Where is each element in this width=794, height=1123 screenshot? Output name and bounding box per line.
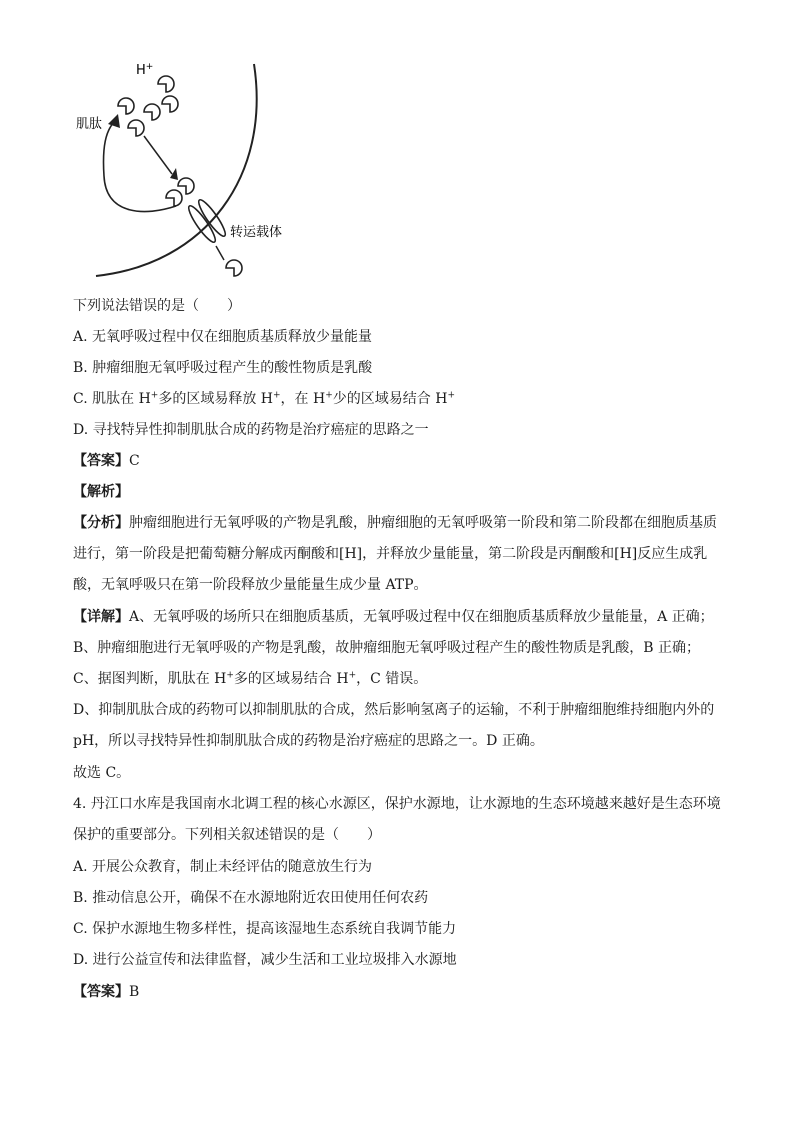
q3-option-b: B. 肿瘤细胞无氧呼吸过程产生的酸性物质是乳酸 bbox=[73, 360, 373, 376]
h-plus-label: H+ bbox=[136, 62, 154, 78]
q3-detail-b: B、肿瘤细胞进行无氧呼吸的产物是乳酸，故肿瘤细胞无氧呼吸过程产生的酸性物质是乳酸，B 正确； bbox=[73, 640, 701, 656]
q4-option-a: A. 开展公众教育，制止未经评估的随意放生行为 bbox=[73, 859, 373, 875]
q3-answer: 【答案】C bbox=[73, 453, 140, 469]
peptide-label: 肌肽 bbox=[76, 117, 103, 132]
q3-option-d: D. 寻找特异性抑制肌肽合成的药物是治疗癌症的思路之一 bbox=[73, 422, 429, 438]
q4-answer: 【答案】B bbox=[73, 984, 140, 1000]
q4-stem: 4. 丹江口水库是我国南水北调工程的核心水源区，保护水源地，让水源地的生态环境越来越好是生态环境保护的重要部分。下列相关叙述错误的是（ ） bbox=[73, 796, 721, 843]
peptide-h-group-middle bbox=[166, 178, 194, 206]
cell-membrane-curve bbox=[96, 64, 257, 276]
q3-detail-d: D、抑制肌肽合成的药物可以抑制肌肽的合成，然后影响氢离子的运输，不利于肿瘤细胞维持细胞内外的 pH，所以寻找特异性抑制肌肽合成的药物是治疗癌症的思路之一。D 正确。 bbox=[73, 702, 715, 749]
q3-detail-a: 【详解】A、无氧呼吸的场所只在细胞质基质，无氧呼吸过程中仅在细胞质基质释放少量能量，A 正确； bbox=[73, 609, 714, 625]
q4-option-c: C. 保护水源地生物多样性，提高该湿地生态系统自我调节能力 bbox=[73, 921, 457, 937]
q3-detail-c: C、据图判断，肌肽在 H+多的区域易结合 H+，C 错误。 bbox=[73, 670, 428, 687]
q4-option-d: D. 进行公益宣传和法律监督，减少生活和工业垃圾排入水源地 bbox=[73, 952, 457, 968]
carrier-arrow-line bbox=[216, 246, 224, 260]
q3-stem: 下列说法错误的是（ ） bbox=[73, 298, 241, 314]
released-h-molecule bbox=[226, 260, 242, 276]
carrier-label: 转运载体 bbox=[230, 225, 283, 240]
q3-option-a: A. 无氧呼吸过程中仅在细胞质基质释放少量能量 bbox=[73, 329, 373, 345]
diffusion-arrow-line bbox=[144, 136, 172, 174]
q3-analysis: 【分析】肿瘤细胞进行无氧呼吸的产物是乳酸，肿瘤细胞的无氧呼吸第一阶段和第二阶段都在细胞质基质进行，第一阶段是把葡萄糖分解成丙酮酸和[H]，并释放少量能量，第二阶段是丙酮酸和[H]反应生成乳酸，无氧呼吸只在第一阶段释放少量能量生成少量 ATP。 bbox=[73, 515, 717, 593]
q3-conclusion: 故选 C。 bbox=[73, 765, 131, 781]
q4-option-b: B. 推动信息公开，确保不在水源地附近农田使用任何农药 bbox=[73, 890, 429, 906]
peptide-h-group-top bbox=[118, 76, 178, 136]
q3-analysis-heading: 【解析】 bbox=[73, 484, 129, 500]
q3-option-c: C. 肌肽在 H+多的区域易释放 H+，在 H+少的区域易结合 H+ bbox=[73, 390, 455, 407]
peptide-transport-figure bbox=[66, 56, 316, 286]
cycle-arrowhead bbox=[108, 114, 120, 128]
